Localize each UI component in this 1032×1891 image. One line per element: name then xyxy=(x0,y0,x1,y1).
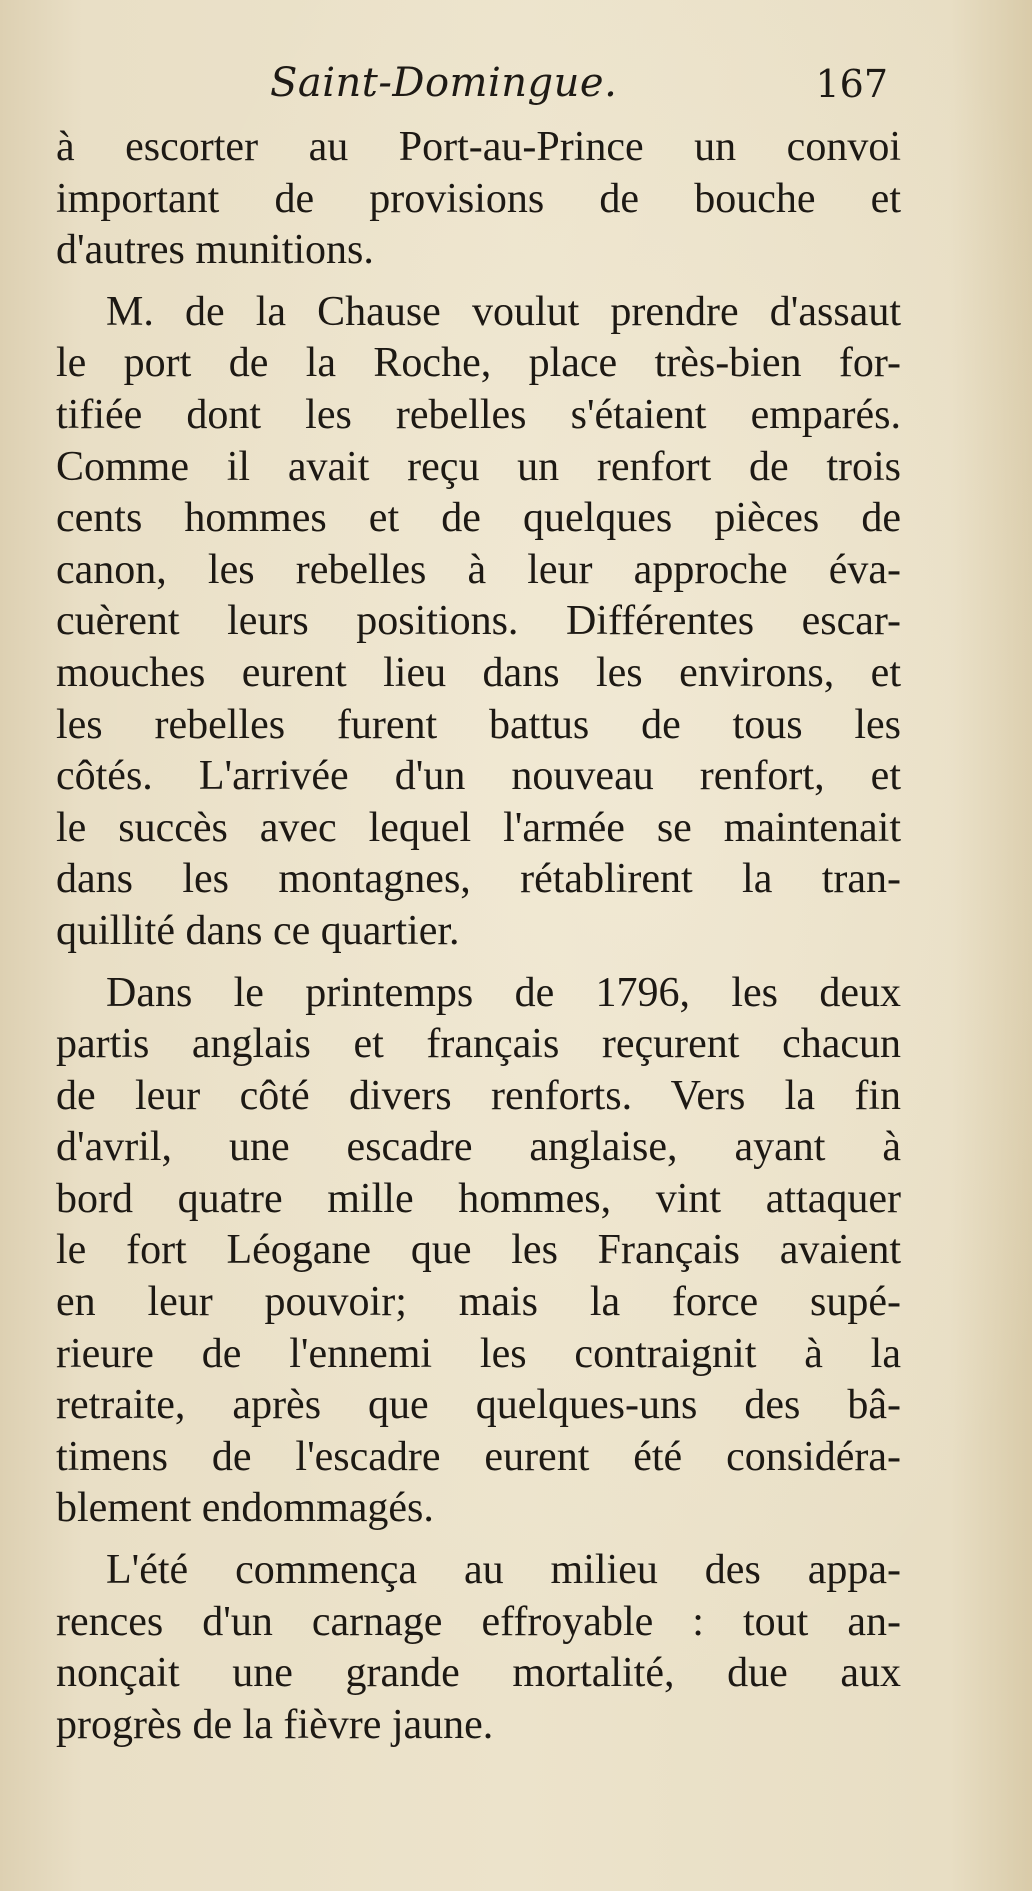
text-line: bord quatre mille hommes, vint attaquer xyxy=(56,1175,901,1222)
text-line: blement endommagés. xyxy=(56,1485,434,1532)
text-line: à escorter au Port-au-Prince un convoi xyxy=(56,124,901,170)
text-line: en leur pouvoir; mais la force supé- xyxy=(56,1279,901,1326)
text-line: canon, les rebelles à leur approche éva- xyxy=(56,546,901,593)
text-line: L'été commença au milieu des appa- xyxy=(106,1547,901,1594)
page-number: 167 xyxy=(815,62,888,106)
text-line: progrès de la fièvre jaune. xyxy=(56,1701,494,1748)
text-line: partis anglais et français reçurent chacun xyxy=(56,1021,901,1068)
text-line: retraite, après que quelques-uns des bâ- xyxy=(56,1382,901,1429)
text-line: côtés. L'arrivée d'un nouveau renfort, et xyxy=(56,753,901,800)
text-line: dans les montagnes, rétablirent la tran- xyxy=(56,856,901,903)
running-title: Saint-Domingue. xyxy=(270,60,618,106)
text-line: quillité dans ce quartier. xyxy=(56,907,460,954)
text-line: cuèrent leurs positions. Différentes escar- xyxy=(56,598,901,645)
text-line: de leur côté divers renforts. Vers la fin xyxy=(56,1072,901,1119)
text-line: M. de la Chause voulut prendre d'assaut xyxy=(106,288,901,335)
text-line: cents hommes et de quelques pièces de xyxy=(56,495,901,542)
text-line: le fort Léogane que les Français avaient xyxy=(56,1227,901,1274)
body-text xyxy=(56,122,901,1751)
text-line: rences d'un carnage effroyable : tout an- xyxy=(56,1598,901,1645)
text-line: le port de la Roche, place très-bien for- xyxy=(56,340,901,387)
text-line: nonçait une grande mortalité, due aux xyxy=(56,1650,901,1697)
text-line: mouches eurent lieu dans les environs, et xyxy=(56,649,901,696)
text-line: timens de l'escadre eurent été considéra- xyxy=(56,1433,901,1480)
text-line: rieure de l'ennemi les contraignit à la xyxy=(56,1330,901,1377)
text-line: le succès avec lequel l'armée se maintenait xyxy=(56,804,901,851)
text-line: important de provisions de bouche et xyxy=(56,175,901,222)
text-line: les rebelles furent battus de tous les xyxy=(56,701,901,748)
text-line: d'avril, une escadre anglaise, ayant à xyxy=(56,1124,901,1171)
text-line: tifiée dont les rebelles s'étaient emparés. xyxy=(56,391,901,438)
text-line: d'autres munitions. xyxy=(56,227,374,274)
page-header xyxy=(60,56,900,116)
text-line: Dans le printemps de 1796, les deux xyxy=(106,969,901,1016)
text-line: Comme il avait reçu un renfort de trois xyxy=(56,443,901,490)
